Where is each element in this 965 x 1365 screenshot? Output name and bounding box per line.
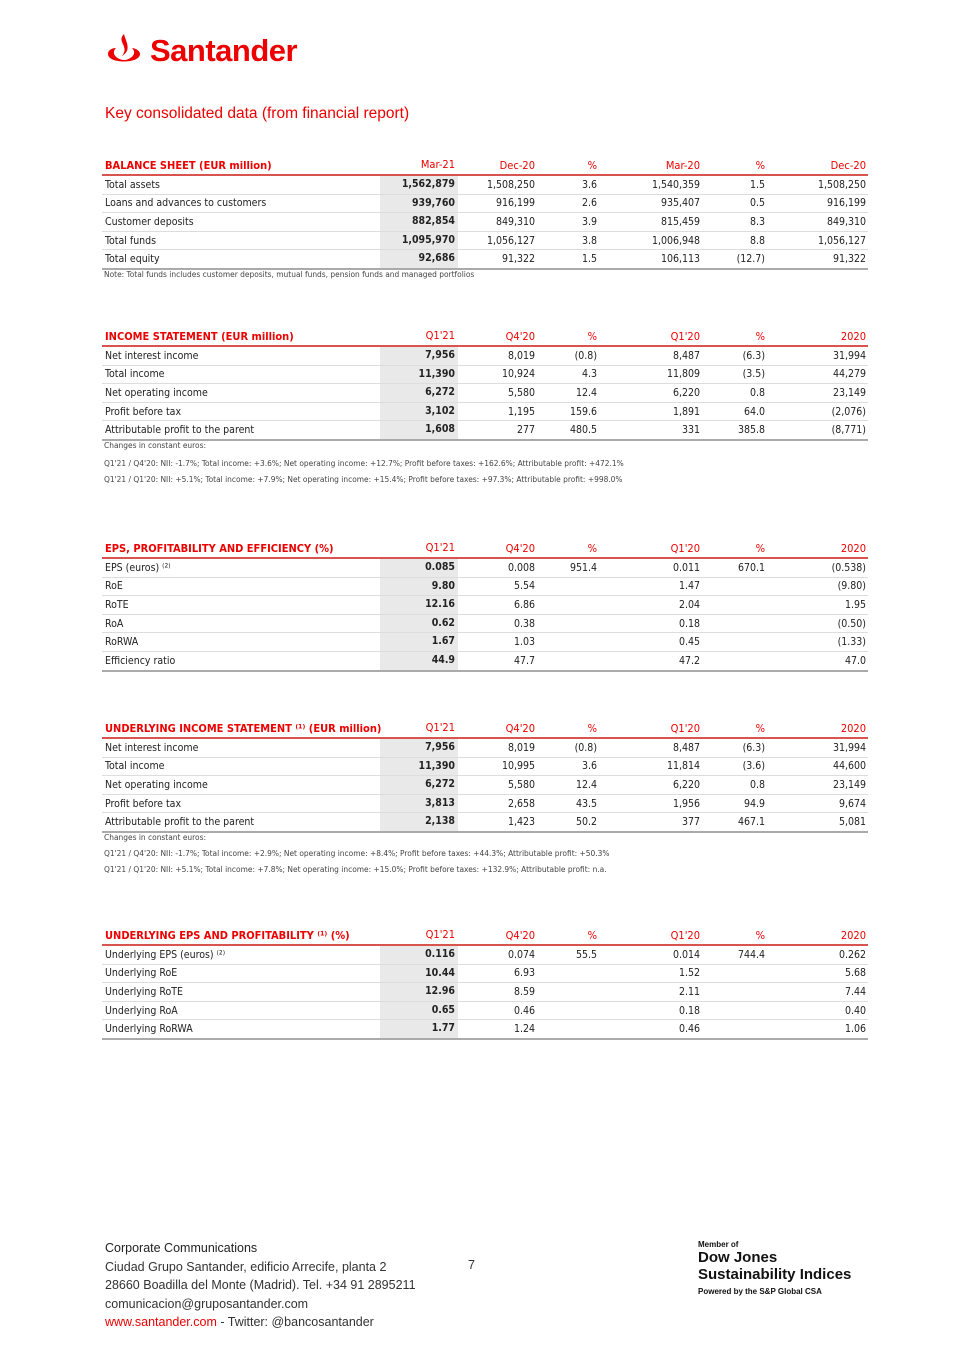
row-label: Total funds <box>105 234 157 247</box>
row-label: Total equity <box>105 253 160 266</box>
cell: 12.16 <box>380 596 458 614</box>
table-row <box>102 347 868 366</box>
row-label: RoRWA <box>105 636 139 649</box>
table-row <box>102 633 868 652</box>
cell: 92,686 <box>380 250 458 268</box>
cell: 1.77 <box>380 1020 458 1038</box>
cell: 2020 <box>840 541 866 555</box>
cell: Q1'20 <box>670 721 700 735</box>
cell: 47.2 <box>678 654 700 667</box>
cell: Q1'20 <box>670 928 700 942</box>
cell: 12.96 <box>380 983 458 1001</box>
cell: 3.9 <box>581 215 597 228</box>
cell: 8,487 <box>672 349 700 362</box>
cell: 3,102 <box>380 403 458 421</box>
row-label: Underlying RoRWA <box>105 1023 193 1036</box>
cell: 0.45 <box>678 636 700 649</box>
cell: 9,674 <box>838 797 866 810</box>
row-label: Profit before tax <box>105 797 182 810</box>
cell: 1,195 <box>507 405 535 418</box>
row-label: Attributable profit to the parent <box>105 816 255 829</box>
page-subtitle: Key consolidated data (from financial report) <box>105 105 410 122</box>
table-row <box>102 596 868 615</box>
cell: 3.6 <box>581 178 597 191</box>
cell: % <box>587 541 597 555</box>
cell: 31,994 <box>832 349 866 362</box>
cell: 0.085 <box>380 559 458 577</box>
row-label: Efficiency ratio <box>105 654 176 667</box>
cell: 916,199 <box>495 197 535 210</box>
row-label: Total income <box>105 368 165 381</box>
cell: 1,562,879 <box>380 176 458 194</box>
dow-jones-logo <box>698 1240 851 1296</box>
table-header <box>102 327 868 347</box>
cell: % <box>755 928 765 942</box>
cell: 0.38 <box>513 617 535 630</box>
row-label: INCOME STATEMENT (EUR million) <box>105 329 294 343</box>
row-label: Total assets <box>105 178 160 191</box>
cell: 0.40 <box>844 1004 866 1017</box>
cell: 7.44 <box>844 985 866 998</box>
dj-line2: Sustainability Indices <box>698 1266 852 1283</box>
row-label: RoA <box>105 617 124 630</box>
cell: 0.011 <box>672 561 700 574</box>
cell: 815,459 <box>660 215 700 228</box>
brand-name: Santander <box>150 33 298 68</box>
cell: 0.18 <box>678 1004 700 1017</box>
table-notes <box>104 829 609 877</box>
footer-address-1: Ciudad Grupo Santander, edificio Arrecife, planta 2 <box>105 1259 387 1274</box>
cell: 4.3 <box>581 368 597 381</box>
cell: 64.0 <box>743 405 765 418</box>
row-label: Underlying EPS (euros) ⁽²⁾ <box>105 948 226 961</box>
cell: 951.4 <box>569 561 597 574</box>
table-row <box>102 946 868 965</box>
dj-line1: Dow Jones <box>698 1249 778 1266</box>
cell: (0.50) <box>837 617 866 630</box>
cell: 10.44 <box>380 965 458 983</box>
cell: 377 <box>681 816 700 829</box>
cell: 3,813 <box>380 795 458 813</box>
row-label: UNDERLYING EPS AND PROFITABILITY ⁽¹⁾ (%) <box>105 928 350 942</box>
dj-member: Member of <box>698 1240 739 1249</box>
table-row <box>102 652 868 672</box>
cell: 5,081 <box>838 816 866 829</box>
cell: 0.5 <box>749 197 765 210</box>
cell: 12.4 <box>575 778 597 791</box>
cell: 47.7 <box>513 654 535 667</box>
cell: 744.4 <box>737 948 765 961</box>
cell: 849,310 <box>826 215 866 228</box>
cell: 2.11 <box>678 985 700 998</box>
cell: % <box>587 928 597 942</box>
cell: 11,390 <box>380 366 458 384</box>
table-notes <box>104 266 474 282</box>
cell: 1,891 <box>672 405 700 418</box>
cell: Dec-20 <box>499 158 535 172</box>
note-line: Changes in constant euros: <box>104 832 207 842</box>
table-header <box>102 539 868 559</box>
cell: 1.24 <box>513 1023 535 1036</box>
table-row <box>102 795 868 814</box>
cell: 882,854 <box>380 213 458 231</box>
cell: (3.5) <box>742 368 765 381</box>
cell: 0.116 <box>380 946 458 964</box>
table-row <box>102 578 868 597</box>
cell: (3.6) <box>742 760 765 773</box>
cell: 1.52 <box>678 967 700 980</box>
cell: 6,220 <box>672 386 700 399</box>
cell: Q1'21 <box>425 541 455 554</box>
cell: 6.86 <box>513 598 535 611</box>
table-row <box>102 195 868 214</box>
cell: 5.68 <box>844 967 866 980</box>
table-balance <box>102 156 868 270</box>
cell: 10,995 <box>501 760 535 773</box>
row-label: Underlying RoE <box>105 967 178 980</box>
cell: 8.59 <box>513 985 535 998</box>
table-row <box>102 213 868 232</box>
cell: 11,814 <box>666 760 700 773</box>
row-label: Net interest income <box>105 349 199 362</box>
cell: 159.6 <box>569 405 597 418</box>
cell: 1,006,948 <box>651 234 700 247</box>
cell: 0.8 <box>749 386 765 399</box>
table-row <box>102 983 868 1002</box>
row-label: Customer deposits <box>105 215 194 228</box>
cell: 1,423 <box>507 816 535 829</box>
cell: 277 <box>516 424 535 437</box>
cell: (12.7) <box>736 253 765 266</box>
note-line: Q1'21 / Q1'20: NII: +5.1%; Total income: +7.9%; Net operating income: +15.4%; Profit before taxes: +97.3%; Attributable profit: +998.0% <box>104 474 623 484</box>
cell: Q4'20 <box>505 721 535 735</box>
cell: 0.8 <box>749 778 765 791</box>
cell: % <box>755 541 765 555</box>
row-label: Net operating income <box>105 778 208 791</box>
table-underlying-eps <box>102 926 868 1040</box>
cell: 2020 <box>840 928 866 942</box>
cell: 6,272 <box>380 776 458 794</box>
row-label: Attributable profit to the parent <box>105 424 255 437</box>
cell: 7,956 <box>380 739 458 757</box>
cell: 23,149 <box>832 778 866 791</box>
row-label: Loans and advances to customers <box>105 197 267 210</box>
table-eps <box>102 539 868 672</box>
note-line: Q1'21 / Q1'20: NII: +5.1%; Total income: +7.8%; Net operating income: +15.0%; Profit before taxes: +132.9%; Attributable profit: n.a. <box>104 864 607 874</box>
cell: 1.06 <box>844 1023 866 1036</box>
cell: 8.3 <box>749 215 765 228</box>
cell: 12.4 <box>575 386 597 399</box>
cell: 939,760 <box>380 195 458 213</box>
note-line: Changes in constant euros: <box>104 440 207 450</box>
table-notes <box>104 437 624 487</box>
cell: 11,390 <box>380 758 458 776</box>
santander-logo <box>104 32 297 70</box>
cell: 5,580 <box>507 386 535 399</box>
footer-address-2: 28660 Boadilla del Monte (Madrid). Tel. +34 91 2895211 <box>105 1278 416 1292</box>
cell: 0.074 <box>507 948 535 961</box>
cell: 1,956 <box>672 797 700 810</box>
cell: 47.0 <box>844 654 866 667</box>
cell: Dec-20 <box>830 158 866 172</box>
cell: Q1'21 <box>425 928 455 941</box>
cell: (0.8) <box>574 741 597 754</box>
table-row <box>102 559 868 578</box>
cell: 1,540,359 <box>651 178 700 191</box>
table-header <box>102 156 868 176</box>
table-row <box>102 965 868 984</box>
row-label: EPS, PROFITABILITY AND EFFICIENCY (%) <box>105 541 334 555</box>
table-income <box>102 327 868 441</box>
cell: 385.8 <box>737 424 765 437</box>
cell: Mar-20 <box>665 158 700 172</box>
cell: 3.8 <box>581 234 597 247</box>
table-row <box>102 776 868 795</box>
cell: 2.6 <box>581 197 597 210</box>
cell: 11,809 <box>666 368 700 381</box>
cell: (0.8) <box>574 349 597 362</box>
cell: 2.04 <box>678 598 700 611</box>
cell: 1,056,127 <box>817 234 866 247</box>
cell: (2,076) <box>831 405 866 418</box>
note-line: Q1'21 / Q4'20: NII: -1.7%; Total income: +2.9%; Net operating income: +8.4%; Profit before taxes: +44.3%; Attributable profit: +50.3% <box>104 848 610 858</box>
cell: (6.3) <box>742 349 765 362</box>
cell: 1,508,250 <box>817 178 866 191</box>
cell: 6.93 <box>513 967 535 980</box>
cell: 3.6 <box>581 760 597 773</box>
cell: % <box>587 329 597 343</box>
cell: % <box>755 721 765 735</box>
table-row <box>102 739 868 758</box>
note-line: Q1'21 / Q4'20: NII: -1.7%; Total income: +3.6%; Net operating income: +12.7%; Profit before taxes: +162.6%; Attributable profit: +472.1% <box>104 458 624 468</box>
cell: 2,138 <box>380 813 458 831</box>
cell: 480.5 <box>569 424 597 437</box>
cell: 6,272 <box>380 384 458 402</box>
cell: (9.80) <box>837 580 866 593</box>
cell: 10,924 <box>501 368 535 381</box>
table-row <box>102 1002 868 1021</box>
cell: 916,199 <box>826 197 866 210</box>
table-row <box>102 176 868 195</box>
row-label: Net operating income <box>105 386 208 399</box>
cell: 5,580 <box>507 778 535 791</box>
cell: Q1'21 <box>425 329 455 342</box>
cell: 0.62 <box>380 615 458 633</box>
table-underlying-income <box>102 719 868 833</box>
cell: % <box>587 158 597 172</box>
cell: 0.18 <box>678 617 700 630</box>
table-header <box>102 926 868 946</box>
cell: 8,487 <box>672 741 700 754</box>
cell: 2020 <box>840 721 866 735</box>
cell: 91,322 <box>832 253 866 266</box>
table-row <box>102 758 868 777</box>
row-label: Total income <box>105 760 165 773</box>
cell: 9.80 <box>380 578 458 596</box>
cell: 44,279 <box>832 368 866 381</box>
cell: 44.9 <box>380 652 458 670</box>
cell: 0.014 <box>672 948 700 961</box>
table-row <box>102 366 868 385</box>
cell: 55.5 <box>575 948 597 961</box>
row-label: RoTE <box>105 598 129 611</box>
cell: 331 <box>681 424 700 437</box>
cell: 2020 <box>840 329 866 343</box>
cell: 7,956 <box>380 347 458 365</box>
cell: (1.33) <box>837 636 866 649</box>
cell: 8,019 <box>507 741 535 754</box>
row-label: EPS (euros) ⁽²⁾ <box>105 561 171 574</box>
cell: 6,220 <box>672 778 700 791</box>
cell: % <box>755 158 765 172</box>
cell: % <box>587 721 597 735</box>
cell: 43.5 <box>575 797 597 810</box>
cell: 94.9 <box>743 797 765 810</box>
table-row <box>102 232 868 251</box>
table-row <box>102 403 868 422</box>
cell: 670.1 <box>737 561 765 574</box>
cell: 5.54 <box>513 580 535 593</box>
cell: 1.47 <box>678 580 700 593</box>
cell: 1,508,250 <box>486 178 535 191</box>
cell: 0.262 <box>838 948 866 961</box>
cell: 8.8 <box>749 234 765 247</box>
row-label: RoE <box>105 580 123 593</box>
cell: (6.3) <box>742 741 765 754</box>
cell: 44,600 <box>832 760 866 773</box>
footer-twitter: - Twitter: @bancosantander <box>216 1315 374 1329</box>
cell: Q1'20 <box>670 329 700 343</box>
cell: 31,994 <box>832 741 866 754</box>
row-label: Underlying RoA <box>105 1004 178 1017</box>
table-row <box>102 384 868 403</box>
cell: 1.95 <box>844 598 866 611</box>
cell: 1,056,127 <box>486 234 535 247</box>
cell: 1,095,970 <box>380 232 458 250</box>
cell: (0.538) <box>831 561 866 574</box>
cell: % <box>755 329 765 343</box>
row-label: Profit before tax <box>105 405 182 418</box>
cell: 50.2 <box>575 816 597 829</box>
row-label: BALANCE SHEET (EUR million) <box>105 158 272 172</box>
cell: (8,771) <box>831 424 866 437</box>
cell: 935,407 <box>660 197 700 210</box>
cell: Q1'20 <box>670 541 700 555</box>
footer-website-link[interactable]: www.santander.com <box>105 1315 217 1329</box>
cell: 1,608 <box>380 421 458 439</box>
row-label: Net interest income <box>105 741 199 754</box>
cell: Q1'21 <box>425 721 455 734</box>
cell: Q4'20 <box>505 541 535 555</box>
cell: 0.008 <box>507 561 535 574</box>
note-line: Note: Total funds includes customer deposits, mutual funds, pension funds and managed portfolios <box>104 269 475 279</box>
row-label: Underlying RoTE <box>105 985 184 998</box>
cell: Q4'20 <box>505 329 535 343</box>
table-row <box>102 615 868 634</box>
footer-email[interactable]: comunicacion@gruposantander.com <box>105 1296 309 1311</box>
table-header <box>102 719 868 739</box>
row-label: UNDERLYING INCOME STATEMENT ⁽¹⁾ (EUR million) <box>105 721 382 735</box>
flame-icon <box>104 32 144 70</box>
dj-powered: Powered by the S&P Global CSA <box>698 1287 822 1296</box>
cell: 1.03 <box>513 636 535 649</box>
cell: 1.5 <box>749 178 765 191</box>
cell: 0.46 <box>678 1023 700 1036</box>
cell: 106,113 <box>660 253 700 266</box>
cell: 1.67 <box>380 633 458 651</box>
cell: 91,322 <box>501 253 535 266</box>
cell: 467.1 <box>737 816 765 829</box>
footer-title: Corporate Communications <box>105 1241 258 1255</box>
footer-contact <box>105 1239 416 1332</box>
cell: 0.65 <box>380 1002 458 1020</box>
cell: Q4'20 <box>505 928 535 942</box>
cell: Mar-21 <box>420 158 455 171</box>
cell: 0.46 <box>513 1004 535 1017</box>
page-number: 7 <box>468 1258 475 1272</box>
cell: 2,658 <box>507 797 535 810</box>
cell: 8,019 <box>507 349 535 362</box>
cell: 1.5 <box>581 253 597 266</box>
cell: 23,149 <box>832 386 866 399</box>
table-row <box>102 1020 868 1040</box>
cell: 849,310 <box>495 215 535 228</box>
